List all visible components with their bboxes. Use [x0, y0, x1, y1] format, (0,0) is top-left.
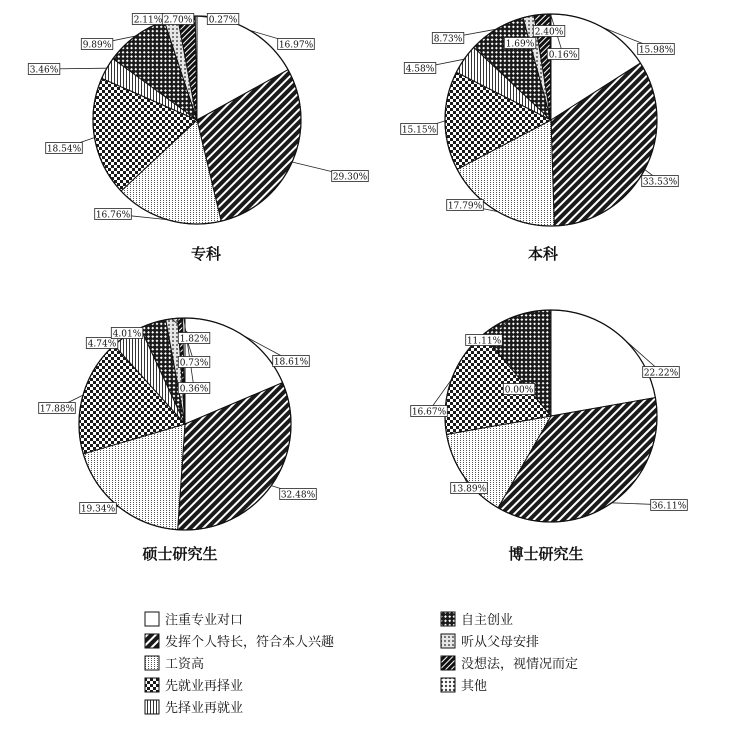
data-label: 2.70% [163, 15, 193, 26]
data-label: 1.82% [179, 334, 209, 345]
pie-chart-boshi [411, 310, 688, 522]
legend-swatch [145, 678, 159, 692]
data-label: 15.98% [638, 45, 674, 56]
legend-swatch [145, 612, 159, 626]
data-label: 8.73% [433, 34, 463, 45]
data-label: 11.11% [466, 336, 502, 347]
legend-label: 自主创业 [461, 613, 514, 628]
chart-title: 本科 [527, 245, 559, 263]
data-label: 2.11% [133, 15, 163, 26]
legend-label: 先就业再择业 [165, 679, 244, 694]
legend-swatch [441, 678, 455, 692]
pie-chart-benke [401, 14, 679, 226]
data-label: 0.36% [179, 384, 209, 395]
legend-label: 先择业再就业 [165, 701, 244, 716]
data-label: 13.89% [451, 484, 487, 495]
data-label: 0.73% [179, 358, 209, 369]
legend-swatch [145, 700, 159, 714]
data-label: 0.27% [208, 15, 238, 26]
data-label: 2.40% [534, 27, 564, 38]
pie-chart-shuoshi [39, 318, 317, 530]
data-label: 32.48% [280, 490, 316, 501]
legend-swatch [441, 634, 455, 648]
legend-swatch [441, 612, 455, 626]
legend-label: 没想法，视情况而定 [461, 657, 579, 672]
data-label: 15.15% [401, 125, 437, 136]
chart-title: 博士研究生 [508, 545, 584, 563]
data-label: 19.34% [80, 504, 116, 515]
data-label: 18.61% [273, 357, 309, 368]
legend-label: 注重专业对口 [165, 613, 244, 628]
data-label: 4.01% [112, 329, 142, 340]
data-label: 1.69% [505, 39, 535, 50]
data-label: 0.00% [504, 385, 534, 396]
data-label: 4.58% [405, 64, 435, 75]
data-label: 29.30% [332, 172, 368, 183]
legend-swatch [441, 656, 455, 670]
legend-label: 发挥个人特长，符合本人兴趣 [165, 635, 335, 650]
data-label: 17.88% [39, 404, 75, 415]
data-label: 36.11% [651, 501, 687, 512]
chart-title: 硕士研究生 [142, 545, 218, 563]
legend-label: 工资高 [165, 657, 205, 672]
data-label: 4.74% [87, 339, 117, 350]
chart-title: 专科 [190, 245, 222, 263]
data-label: 33.53% [642, 177, 678, 188]
data-label: 16.67% [411, 407, 447, 418]
legend-label: 其他 [461, 679, 488, 694]
data-label: 16.76% [95, 210, 131, 221]
data-label: 18.54% [46, 144, 82, 155]
legend [145, 612, 578, 716]
data-label: 9.89% [82, 40, 112, 51]
data-label: 3.46% [29, 65, 59, 76]
data-label: 16.97% [278, 40, 314, 51]
data-label: 17.79% [447, 201, 483, 212]
data-label: 22.22% [643, 368, 679, 379]
legend-swatch [145, 634, 159, 648]
data-label: 0.16% [548, 50, 578, 61]
legend-swatch [145, 656, 159, 670]
legend-label: 听从父母安排 [461, 635, 540, 650]
pie-chart-zhuanke [28, 14, 368, 225]
